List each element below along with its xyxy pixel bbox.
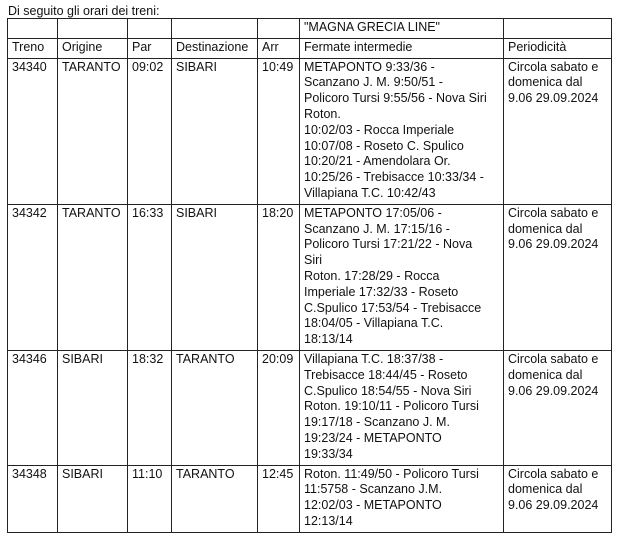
table-row [8,465,612,532]
cell-periodicita [504,350,612,465]
cell-periodicita [504,465,612,532]
stop-line: Scanzano J. M. 17:15/16 - [304,221,450,236]
stop-line: Roton. [304,106,341,121]
stop-line: 10:25/26 - Trebisacce 10:33/34 - [304,170,484,185]
cell-par: 16:33 [128,204,172,350]
stop-line: Trebisacce 18:44/45 - Roseto [304,367,468,382]
line-name-cell: "MAGNA GRECIA LINE" [300,19,504,39]
line-name-row [8,19,612,39]
cell-periodicita [504,204,612,350]
stop-line: C.Spulico 17:53/54 - Trebisacce [304,300,482,315]
cell-origine: TARANTO [58,58,128,204]
stop-line: 19:33/34 [304,446,353,461]
header-arr: Arr [258,38,300,58]
header-destinazione: Destinazione [172,38,258,58]
cell-destinazione: TARANTO [172,465,258,532]
empty-cell [128,19,172,39]
cell-par: 09:02 [128,58,172,204]
cell-fermate [300,465,504,532]
stop-line: 18:04/05 - Villapiana T.C. [304,316,444,331]
cell-fermate [300,350,504,465]
stop-line: METAPONTO 9:33/36 - [304,59,435,74]
header-par: Par [128,38,172,58]
empty-cell [172,19,258,39]
table-row [8,350,612,465]
cell-fermate [300,204,504,350]
period-line: Circola sabato e [508,205,599,220]
cell-par: 18:32 [128,350,172,465]
stop-line: 19:17/18 - Scanzano J. M. [304,415,450,430]
period-line: domenica dal [508,482,583,497]
cell-treno: 34340 [8,58,58,204]
period-line: 9.06 29.09.2024 [508,91,599,106]
stop-line: 11:5758 - Scanzano J.M. [304,482,443,497]
table-row [8,204,612,350]
stop-line: 10:20/21 - Amendolara Or. [304,154,451,169]
period-line: domenica dal [508,221,583,236]
cell-arr: 18:20 [258,204,300,350]
stop-line: 18:13/14 [304,332,353,347]
cell-arr: 12:45 [258,465,300,532]
stop-line: C.Spulico 18:54/55 - Nova Siri [304,383,472,398]
period-line: 9.06 29.09.2024 [508,498,599,513]
empty-cell [258,19,300,39]
header-fermate: Fermate intermedie [300,38,504,58]
stop-line: Roton. 19:10/11 - Policoro Tursi [304,399,479,414]
stop-line: Imperiale 17:32/33 - Roseto [304,284,459,299]
cell-arr: 10:49 [258,58,300,204]
header-periodicita: Periodicità [504,38,612,58]
cell-par: 11:10 [128,465,172,532]
stop-line: METAPONTO 17:05/06 - [304,205,442,220]
stop-line: Roton. 17:28/29 - Rocca [304,268,440,283]
table-row [8,58,612,204]
cell-treno: 34348 [8,465,58,532]
stop-line: 10:02/03 - Rocca Imperiale [304,122,455,137]
stop-line: Policoro Tursi 9:55/56 - Nova Siri [304,91,487,106]
cell-periodicita [504,58,612,204]
timetable-body [8,19,612,533]
empty-cell [504,19,612,39]
cell-destinazione: SIBARI [172,58,258,204]
period-line: Circola sabato e [508,59,599,74]
stop-line: Scanzano J. M. 9:50/51 - [304,75,443,90]
stop-line: Roton. 11:49/50 - Policoro Tursi [304,466,479,481]
header-origine: Origine [58,38,128,58]
empty-cell [8,19,58,39]
cell-origine: TARANTO [58,204,128,350]
cell-fermate [300,58,504,204]
stop-line: Siri [304,253,323,268]
stop-line: Policoro Tursi 17:21/22 - Nova [304,237,473,252]
period-line: 9.06 29.09.2024 [508,237,599,252]
period-line: Circola sabato e [508,351,599,366]
header-treno: Treno [8,38,58,58]
cell-destinazione: SIBARI [172,204,258,350]
period-line: domenica dal [508,75,583,90]
period-line: Circola sabato e [508,466,599,481]
period-line: 9.06 29.09.2024 [508,383,599,398]
cell-treno: 34346 [8,350,58,465]
cell-origine: SIBARI [58,350,128,465]
stop-line: 19:23/24 - METAPONTO [304,430,442,445]
header-row [8,38,612,58]
cell-destinazione: TARANTO [172,350,258,465]
stop-line: 12:13/14 [304,513,353,528]
train-timetable [7,18,612,533]
cell-treno: 34342 [8,204,58,350]
empty-cell [58,19,128,39]
stop-line: Villapiana T.C. 18:37/38 - [304,351,444,366]
cell-origine: SIBARI [58,465,128,532]
stop-line: Villapiana T.C. 10:42/43 [304,185,436,200]
period-line: domenica dal [508,367,583,382]
intro-text: Di seguito gli orari dei treni: [8,4,160,18]
stop-line: 12:02/03 - METAPONTO [304,498,442,513]
cell-arr: 20:09 [258,350,300,465]
stop-line: 10:07/08 - Roseto C. Spulico [304,138,464,153]
